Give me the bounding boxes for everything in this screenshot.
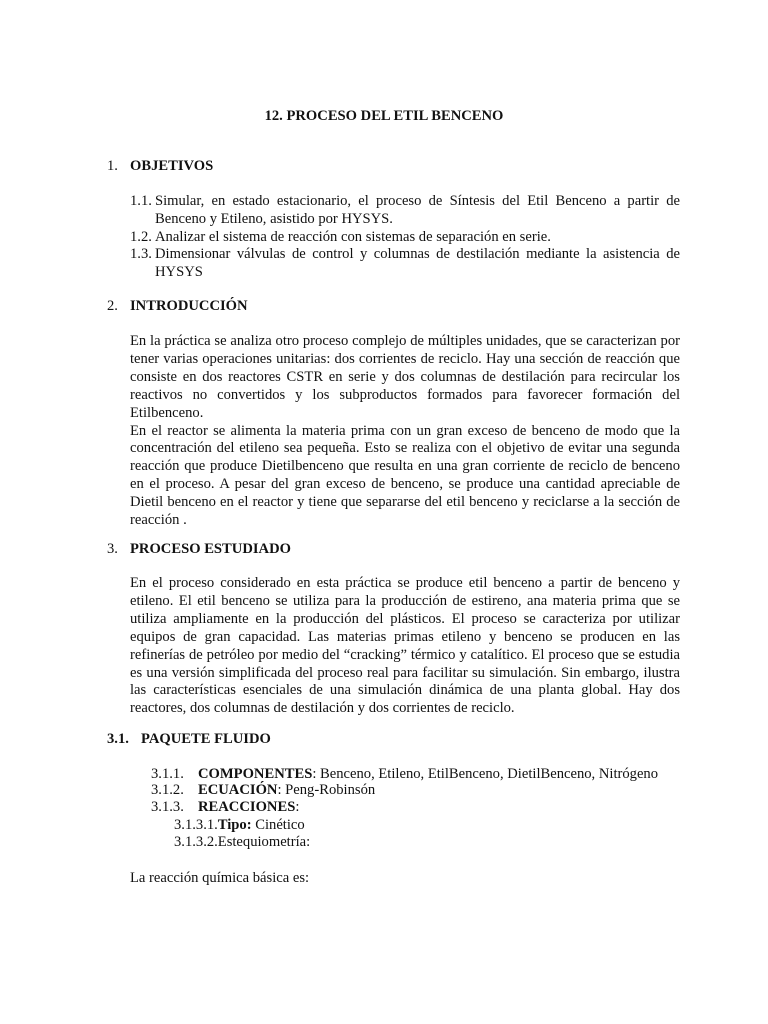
objective-number: 1.3. [130, 246, 152, 262]
tipo-label: Tipo: [217, 817, 252, 833]
componentes-number: 3.1.1. [151, 766, 184, 782]
ecuacion-value: : Peng-Robinsón [277, 782, 376, 798]
objective-text: Simular, en estado estacionario, el proceso de Síntesis del Etil Benceno a partir de Benceno y Etileno, asistido por HYSYS. [155, 193, 680, 227]
reaccion-basica-text: La reacción química básica es: [130, 870, 310, 886]
estequiometria-number: 3.1.3.2. [174, 834, 218, 850]
document-title: 12. PROCESO DEL ETIL BENCENO [264, 108, 504, 124]
tipo-number: 3.1.3.1. [174, 817, 218, 833]
objective-text: Analizar el sistema de reacción con sistemas de separación en serie. [155, 229, 551, 245]
section-number-objetivos: 1. [107, 158, 118, 174]
reacciones-line [198, 799, 299, 817]
introduccion-paragraph: En la práctica se analiza otro proceso complejo de múltiples unidades, que se caracterizan por tener varias operaciones unitarias: dos corrientes de reciclo. Hay una sección de reacción que consiste en dos reactores CSTR en serie y dos columnas de destilación para recircular los reactivos no convertidos y los subproductos formados para favorecer formación del Etilbenceno. [130, 333, 680, 421]
reacciones-number: 3.1.3. [151, 799, 184, 815]
section-heading-proceso: PROCESO ESTUDIADO [130, 541, 291, 557]
estequiometria-text: Estequiometría: [217, 834, 311, 850]
section-number-proceso: 3. [107, 541, 118, 557]
objective-text: Dimensionar válvulas de control y columnas de destilación mediante la asistencia de HYSYS [155, 246, 680, 280]
objective-number: 1.1. [130, 193, 152, 209]
subsection-number-paquete: 3.1. [107, 731, 129, 747]
section-number-introduccion: 2. [107, 298, 118, 314]
objective-item [130, 229, 680, 247]
ecuacion-line [198, 782, 375, 800]
estequiometria-line [174, 834, 310, 852]
tipo-value: Cinético [251, 817, 305, 833]
introduccion-paragraph: En el reactor se alimenta la materia prima con un gran exceso de benceno de modo que la concentración del etileno sea pequeña. Esto se realiza con el objetivo de evitar una segunda reacción que produce Dietilbenceno que resulta en una gran corriente de reciclo de benceno en el proceso. A pesar del gran exceso de benceno, se produce una cantidad apreciable de Dietil benceno en el reactor y tiene que separarse del etil benceno y reciclarse a la sección de reacción . [130, 422, 680, 529]
objective-number: 1.2. [130, 229, 152, 245]
componentes-value: : Benceno, Etileno, EtilBenceno, DietilBenceno, Nitrógeno [312, 766, 659, 782]
reacciones-value: : [295, 799, 300, 815]
ecuacion-number: 3.1.2. [151, 782, 184, 798]
introduccion-body [130, 333, 680, 530]
proceso-paragraph: En el proceso considerado en esta práctica se produce etil benceno a partir de benceno y etileno. El etil benceno se utiliza para la producción de estireno, ana materia prima que se utiliza ampliamente en la producción del plásticos. El proceso se caracteriza por utilizar equipos de gran capacidad. Las materias primas etileno y benceno se producen en las refinerías de petróleo por medio del “cracking” térmico y catalítico. El proceso que se estudia es una versión simplificada del proceso real para facilitar su simulación. Sin embargo, ilustra las características esenciales de una simulación dinámica de una planta global. Hay dos reactores, dos columnas de destilación y dos corrientes de reciclo. [130, 575, 680, 717]
componentes-label: COMPONENTES [198, 766, 313, 782]
reacciones-label: REACCIONES [198, 799, 296, 815]
tipo-line [174, 817, 305, 835]
section-heading-introduccion: INTRODUCCIÓN [130, 298, 248, 314]
section-heading-objetivos: OBJETIVOS [130, 158, 214, 174]
proceso-body [130, 575, 680, 718]
subsection-heading-paquete: PAQUETE FLUIDO [141, 731, 271, 747]
objective-item [130, 193, 680, 229]
objective-item [130, 246, 680, 282]
ecuacion-label: ECUACIÓN [198, 782, 278, 798]
